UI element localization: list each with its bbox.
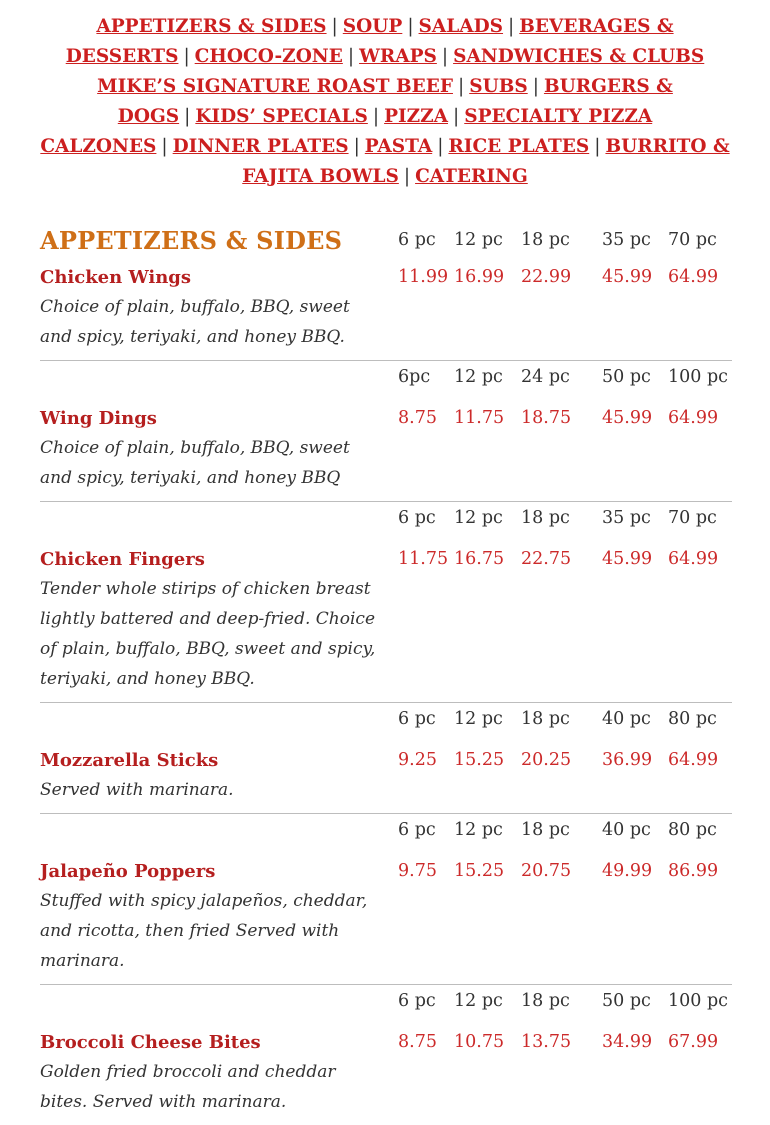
price: 45.99 bbox=[602, 549, 653, 569]
nav-link-rice-plates[interactable]: RICE PLATES bbox=[448, 136, 590, 157]
price: 9.75 bbox=[398, 861, 437, 881]
size-label: 35 pc bbox=[602, 230, 651, 250]
nav-separator: | bbox=[457, 76, 465, 97]
size-label: 18 pc bbox=[521, 230, 570, 250]
size-label: 6 pc bbox=[398, 820, 436, 840]
item-name: Chicken Fingers bbox=[40, 548, 205, 570]
price: 64.99 bbox=[668, 267, 719, 287]
menu-item-chicken-wings bbox=[40, 262, 732, 360]
nav-separator: | bbox=[372, 106, 380, 127]
price: 64.99 bbox=[668, 750, 719, 770]
price: 49.99 bbox=[602, 861, 653, 881]
nav-separator: | bbox=[347, 46, 355, 67]
menu-item-wing-dings bbox=[40, 360, 732, 501]
size-label: 35 pc bbox=[602, 508, 651, 528]
size-label: 50 pc bbox=[602, 367, 651, 387]
price: 20.75 bbox=[521, 861, 572, 881]
size-label: 40 pc bbox=[602, 820, 651, 840]
item-name: Wing Dings bbox=[40, 407, 157, 429]
price: 20.25 bbox=[521, 750, 572, 770]
size-label: 80 pc bbox=[668, 820, 717, 840]
price: 9.25 bbox=[398, 750, 437, 770]
nav-separator: | bbox=[403, 166, 411, 187]
nav-link-specialty-pizza[interactable]: SPECIALTY PIZZA bbox=[464, 106, 653, 127]
price: 11.75 bbox=[398, 549, 449, 569]
nav-separator: | bbox=[441, 46, 449, 67]
item-prices bbox=[398, 1032, 728, 1052]
price: 34.99 bbox=[602, 1032, 653, 1052]
nav-separator: | bbox=[161, 136, 168, 157]
price: 22.99 bbox=[521, 267, 572, 287]
item-sizes bbox=[40, 503, 732, 533]
size-label: 70 pc bbox=[668, 508, 717, 528]
menu-item-mozzarella-sticks bbox=[40, 702, 732, 813]
menu-item-broccoli-cheese-bites bbox=[40, 984, 732, 1125]
nav-separator: | bbox=[532, 76, 539, 97]
nav-link-pasta[interactable]: PASTA bbox=[364, 136, 433, 157]
size-label: 80 pc bbox=[668, 709, 717, 729]
price: 18.75 bbox=[521, 408, 572, 428]
menu-item-chicken-fingers bbox=[40, 501, 732, 702]
appetizers-section bbox=[40, 222, 732, 1125]
item-prices bbox=[398, 408, 728, 428]
nav-link-wraps[interactable]: WRAPS bbox=[359, 46, 437, 67]
nav-separator: | bbox=[453, 106, 460, 127]
item-description: Served with marinara. bbox=[40, 780, 234, 800]
nav-link-pizza[interactable]: PIZZA bbox=[384, 106, 449, 127]
size-label: 100 pc bbox=[668, 367, 728, 387]
item-description: Choice of plain, buffalo, BBQ, sweet and spicy, teriyaki, and honey BBQ. bbox=[40, 297, 350, 347]
item-sizes bbox=[40, 704, 732, 734]
price: 16.99 bbox=[454, 267, 505, 287]
item-name: Mozzarella Sticks bbox=[40, 749, 219, 771]
nav-separator: | bbox=[407, 16, 414, 37]
item-sizes bbox=[40, 362, 732, 392]
size-label: 100 pc bbox=[668, 991, 728, 1011]
price: 10.75 bbox=[454, 1032, 505, 1052]
size-label: 12 pc bbox=[454, 709, 503, 729]
nav-separator: | bbox=[353, 136, 360, 157]
menu-item-jalapeno-poppers bbox=[40, 813, 732, 984]
nav-link-beverages-desserts[interactable]: BEVERAGES & DESSERTS bbox=[65, 16, 674, 67]
price: 8.75 bbox=[398, 408, 437, 428]
category-nav bbox=[30, 12, 740, 192]
size-label: 12 pc bbox=[454, 367, 503, 387]
size-label: 12 pc bbox=[454, 508, 503, 528]
size-label: 50 pc bbox=[602, 991, 651, 1011]
item-description: Tender whole stirips of chicken breast lightly battered and deep-fried. Choice of plain, buffalo, BBQ, sweet and spicy, teriyaki, and honey BBQ. bbox=[40, 579, 376, 689]
nav-link-burrito-fajita-bowls[interactable]: BURRITO & FAJITA BOWLS bbox=[242, 136, 730, 187]
nav-separator: | bbox=[508, 16, 515, 37]
item-sizes bbox=[40, 986, 732, 1016]
size-label: 6 pc bbox=[398, 709, 436, 729]
size-label: 18 pc bbox=[521, 991, 570, 1011]
nav-separator: | bbox=[594, 136, 601, 157]
nav-link-choco-zone[interactable]: CHOCO-ZONE bbox=[194, 46, 343, 67]
price: 15.25 bbox=[454, 750, 505, 770]
nav-link-signature-roast-beef[interactable]: MIKE’S SIGNATURE ROAST BEEF bbox=[97, 76, 453, 97]
nav-link-salads[interactable]: SALADS bbox=[418, 16, 504, 37]
size-label: 70 pc bbox=[668, 230, 717, 250]
price: 16.75 bbox=[454, 549, 505, 569]
size-label: 40 pc bbox=[602, 709, 651, 729]
item-name: Jalapeño Poppers bbox=[40, 860, 216, 882]
price: 45.99 bbox=[602, 267, 653, 287]
nav-separator: | bbox=[184, 106, 191, 127]
price: 45.99 bbox=[602, 408, 653, 428]
nav-link-subs[interactable]: SUBS bbox=[469, 76, 528, 97]
nav-link-burgers-dogs[interactable]: BURGERS & DOGS bbox=[117, 76, 673, 127]
size-label: 6 pc bbox=[398, 230, 436, 250]
price: 22.75 bbox=[521, 549, 572, 569]
size-label: 6 pc bbox=[398, 991, 436, 1011]
item-description: Stuffed with spicy jalapeños, cheddar, and ricotta, then fried Served with marinara. bbox=[40, 891, 368, 971]
price: 36.99 bbox=[602, 750, 653, 770]
price: 13.75 bbox=[521, 1032, 572, 1052]
price: 11.99 bbox=[398, 267, 449, 287]
nav-separator: | bbox=[183, 46, 190, 67]
nav-link-calzones[interactable]: CALZONES bbox=[40, 136, 157, 157]
price: 64.99 bbox=[668, 408, 719, 428]
nav-link-catering[interactable]: CATERING bbox=[415, 166, 528, 187]
section-title: APPETIZERS & SIDES bbox=[40, 225, 343, 255]
nav-separator: | bbox=[437, 136, 444, 157]
size-label: 18 pc bbox=[521, 508, 570, 528]
price: 11.75 bbox=[454, 408, 505, 428]
header-sizes bbox=[398, 230, 728, 250]
item-description: Golden fried broccoli and cheddar bites. Served with marinara. bbox=[40, 1062, 336, 1112]
size-label: 6 pc bbox=[398, 508, 436, 528]
item-description: Choice of plain, buffalo, BBQ, sweet and spicy, teriyaki, and honey BBQ bbox=[40, 438, 350, 488]
section-header bbox=[40, 222, 732, 258]
nav-link-dinner-plates[interactable]: DINNER PLATES bbox=[172, 136, 349, 157]
size-label: 18 pc bbox=[521, 709, 570, 729]
nav-separator: | bbox=[331, 16, 338, 37]
price: 86.99 bbox=[668, 861, 719, 881]
nav-link-kids-specials[interactable]: KIDS’ SPECIALS bbox=[195, 106, 368, 127]
price: 64.99 bbox=[668, 549, 719, 569]
price: 67.99 bbox=[668, 1032, 719, 1052]
nav-link-soup[interactable]: SOUP bbox=[342, 16, 403, 37]
item-prices bbox=[398, 861, 728, 881]
nav-link-sandwiches-clubs[interactable]: SANDWICHES & CLUBS bbox=[453, 46, 705, 67]
nav-link-appetizers-sides[interactable]: APPETIZERS & SIDES bbox=[96, 16, 327, 37]
price: 15.25 bbox=[454, 861, 505, 881]
item-sizes bbox=[40, 815, 732, 845]
item-prices bbox=[398, 267, 728, 287]
size-label: 12 pc bbox=[454, 820, 503, 840]
item-name: Chicken Wings bbox=[40, 266, 192, 288]
size-label: 6pc bbox=[398, 367, 431, 387]
size-label: 18 pc bbox=[521, 820, 570, 840]
item-name: Broccoli Cheese Bites bbox=[40, 1031, 261, 1053]
size-label: 24 pc bbox=[521, 367, 570, 387]
size-label: 12 pc bbox=[454, 991, 503, 1011]
item-prices bbox=[398, 750, 728, 770]
price: 8.75 bbox=[398, 1032, 437, 1052]
item-prices bbox=[398, 549, 728, 569]
size-label: 12 pc bbox=[454, 230, 503, 250]
